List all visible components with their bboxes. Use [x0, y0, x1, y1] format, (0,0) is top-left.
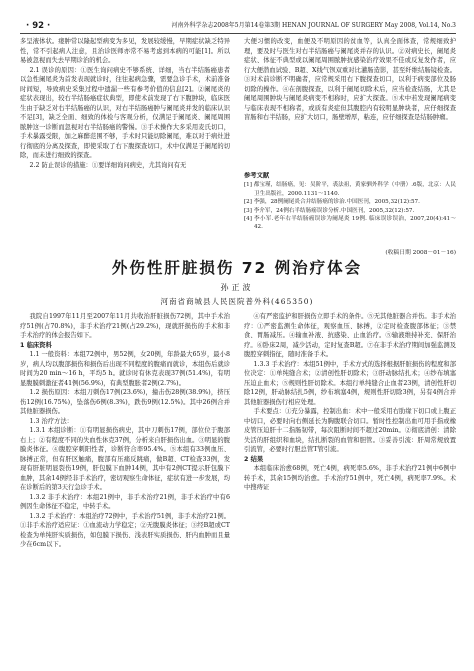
paragraph: 1.1 一般资料：本组72例中，男52例，女20例，年龄最大65岁，最小8岁，病人均以腹部损伤和损伤后出现不同程度的腹痛而就诊，本组伤后就诊时间为20 min～16 h，平均5 h。就诊时有休克表现37例(51.4%)，有明显腹膜刺激征者41例(56.9%)，有典型腹胀者2例(2.7%)。: [20, 351, 230, 387]
paragraph: 多呈液体状。瘘肿常以隆起型病变为多见，发展较缓慢，早期症状缺乏特异性，常不引起病人注意，且治诊医师亦常不易考虑到本病的可能[1]。所以易被忽视而失去早期诊治的机会。: [20, 38, 230, 64]
received-date: (收稿日期 2008－01－16): [385, 250, 456, 256]
journal-running-head: 河南外科学杂志2008年5月第14卷第3期 HENAN JOURNAL OF SURGERY May 2008, Vol.14, No.3: [171, 22, 456, 29]
paragraph: 1.3.2 非手术治疗：本组21例中，非手术治疗21例，非手术治疗中有6例因生命体征不稳定，中转手术。: [20, 493, 230, 510]
reference-item: [1] 都宝瑾，结肠癌，见：吴阶平，裘法祖，黄家驷外科学（中册）.6版，北京：人民卫生出版社，2000.1131～1140.: [244, 182, 456, 197]
paragraph: 大便习惯的改变，血便及不明原因的贫血等，认真全面体查，常规细致护理，要及时与医生对右半结肠癌与阑尾炎并存的认识。②对病史长，阑尾炎症状、体征不典型或以阑尾周围脓肿抗感染治疗效果不佳或反复发作者，应行大便潜血试验、B超、X线气钡双重对比灌肠造影，甚至纤维结肠镜检查。③对术前诊断不明确者，应常规采用右下腹探查切口，以利于病变部位及肠切除的操作。④在剖腹探查，以利于阑尾切除术后，应当检查结肠，尤其是阑尾周围肿块与阑尾炎病变不相称时，应扩大探查。⑤术中若发现阑尾病变与临床表现不相称者，或质有炎症但其腹腔内有较明显肿块者，应仔细探查盲肠和右半结肠，应扩大切口，肠壁增厚，粘连，应仔细探查是结肠肿瘤。: [244, 38, 456, 121]
article-column-right: [244, 312, 456, 667]
paragraph: 我院自1997年11月至2007年11月共收治肝脏损伤72例，其中手术治疗51例(占70.8%)，非手术治疗21例(占29.2%)，现就肝损伤的手术和非手术治疗的体会报告如下。: [20, 313, 230, 339]
prev-article-column-right: [244, 37, 456, 172]
running-header: [20, 20, 456, 34]
paragraph: 2.1 误诊的原因：①医生询问病史不够系统、详细，当右半结肠癌患者以急性阑尾炎为首发表现就诊时，往往起病急骤，需要急诊手术，术前准备时间短，导致病史采集过程中遗漏一些有参考价值的信息[2]。②阑尾炎的症状表现出，较右半结肠癌症状典型，即使术前发现了右下腹肿块，临床医生由于缺乏对右半结肠癌的认识，对右半结肠癌肿与阑尾炎并发的临床认识不足[3]，缺乏全面、细致的体检与客观分析，仅满足于阑尾炎、阑尾周围脓肿这一诊断而忽视对右半结肠癌的警惕。③手术操作大多采用麦氏切口，手术暴露受限，加之麻醉范围不够，手术时只能切除阑尾，难以对于病灶进行彻底的分离及探查，即使采取了右下腹探查切口，术中仅满足于阑尾的切除，而未进行细致的探查。: [20, 66, 230, 159]
prev-article-column-left: [20, 37, 230, 255]
paragraph: 1.3.2 手术治疗：本组治疗72例中，手术治疗51例，非手术治疗21例。①非手术治疗适应证：①血流动力学稳定；②无腹膜炎体征；③经B超或CT检查为单纯肝实质损伤，如包膜下损伤、浅表肝实质损伤、肝内血肿而且量少在6cm以下。: [20, 512, 230, 548]
paragraph: 本组临床治愈68例，死亡4例，病死率5.6%，非手术治疗21例中6例中转手术，其余15例均治愈。手术治疗51例中，死亡4例，病死率7.9%。术中搜痔证: [244, 465, 456, 491]
reference-item: [3] 李介军，24例右半结肠癌误诊分析.中国医刊，2005,32(12):57.: [244, 207, 415, 214]
paragraph: 1.3 治疗方法：: [29, 417, 73, 425]
paragraph: 2.2 防止误诊的措施：①要详细询问病史，尤其询问有无: [29, 161, 187, 169]
paragraph: 1.3.1 本组诊断：①有明显损伤病史，其中刀刺伤17例，部位位于腹部右上；②有程度不同的失血性休克37例，分析来自肝损伤出血。③明显的腹膜炎体征。④腹腔穿刺阳性者，诊断符合率95.4%。⑤本组有33例血压、脉搏正常，但有肝区触痛，腹部有压痛反跳痛，做B超、CT检查33例，发现有肝脏明显裂伤19例，肝包膜下血肿14例，其中有2例CT提示肝包膜下血肿，其余14例经非手术治疗，密切观察生命体征，症状有进一步发展，均在诊断后的第3天行急诊手术。: [20, 427, 230, 491]
article-author: 孙正波: [220, 283, 254, 292]
reference-list: [244, 181, 456, 231]
article-column-left: [20, 312, 230, 667]
references-title: 参考文献: [244, 172, 270, 179]
page-number: · 92 ·: [26, 21, 51, 31]
reference-item: [2] 李强，28例阑尾炎合并结肠癌的诊治.中国医刊，2005,32(12):57.: [244, 199, 420, 206]
references-section: [244, 172, 456, 250]
article-title: 外伤性肝脏损伤 72 例治疗体会: [111, 259, 363, 277]
paragraph: 1.3.3 手术治疗：本组51例中，手术方式的选择根据肝脏损伤的程度和部位决定：①单纯缝合术；②清创性肝切除术；③肝动脉结扎术；④纱布填塞压迫止血术；⑤规则性肝切除术。本组行单纯缝合止血者23例，清创性肝切除12例，肝动脉结扎5例，纱布填塞4例，规则性肝切除3例，另有4例合并其他脏器损伤行相应处理。: [244, 360, 456, 406]
article-affiliation: 河南省商城县人民医院普外科(465350): [160, 297, 314, 306]
paragraph: ④有严密监护和肝损伤立即手术的条件。⑤无其他脏器合并伤。非手术治疗：①严密监测生命体征，观察血压、脉搏，②定时检查腹部体征；③禁食、胃肠减压。④输血补液、抗感染、止血治疗。⑤输液维持补充、保肝治疗。⑥卧床2周，减少活动，定时复查B超。⑦在非手术治疗期间加强监测及腹腔穿刺指征，随时准备手术。: [244, 313, 456, 358]
paragraph: 手术要点：①充分暴露，控制出血：术中一般采用右肋缘下切口或上腹正中切口，必要时向右侧延长为胸腹联合切口。暂时性控制出血可用手指或橡皮管压迫肝十二指肠韧带，每次阻断时间不超过20min。②彻底清创：清除失活的肝组织和血块，结扎断裂的血管和胆管。③妥善引流：肝周常规放置引流管，必要时行胆总管T管引流。: [244, 408, 456, 453]
paragraph: 1.2 损伤原因：本组刀刺伤17例(23.6%)，撞击伤28例(38.9%)，挤压伤12例(16.75%)，坠落伤6例(8.3%)，跌伤9例(12.5%)。其中26例合并其他脏器损伤。: [20, 389, 230, 415]
section-heading: 1 临床资料: [20, 341, 52, 349]
section-heading: 2 结果: [244, 455, 264, 463]
reference-item: [4] 李小军.老年右半结肠癌误诊为阑尾炎 19例. 临床误诊误治，2007,20(4):41～42.: [244, 216, 456, 231]
